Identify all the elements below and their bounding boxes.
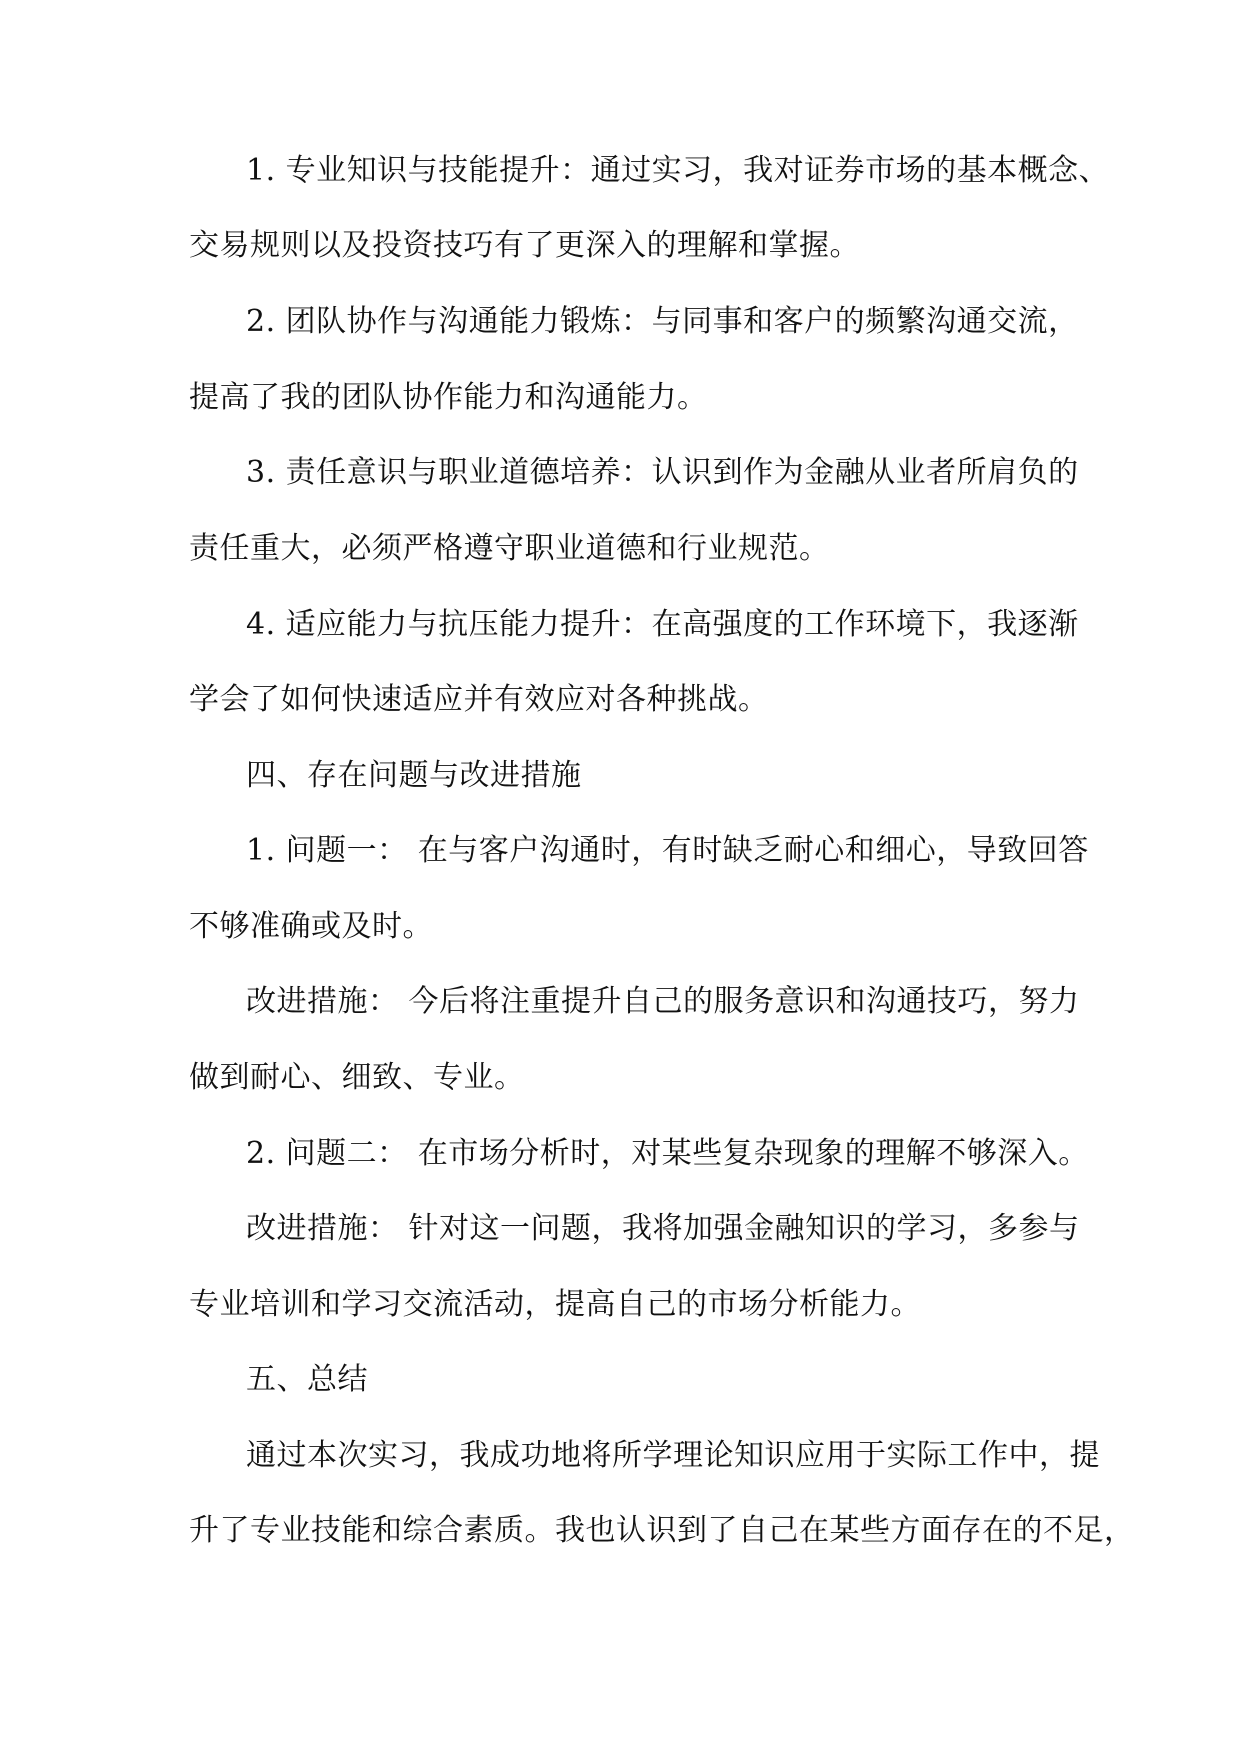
paragraph-line: 不够准确或及时。 [189, 909, 433, 944]
paragraph-line: 责任重大，必须严格遵守职业道德和行业规范。 [189, 531, 830, 566]
paragraph-line: 提高了我的团队协作能力和沟通能力。 [189, 380, 708, 415]
paragraph-line: 做到耐心、细致、专业。 [189, 1060, 525, 1095]
section-heading: 五、总结 [246, 1362, 368, 1397]
paragraph-line: 2. 团队协作与沟通能力锻炼：与同事和客户的频繁沟通交流， [246, 304, 1079, 339]
paragraph-line: 改进措施： 针对这一问题，我将加强金融知识的学习，多参与 [246, 1211, 1080, 1246]
paragraph-line: 交易规则以及投资技巧有了更深入的理解和掌握。 [189, 228, 860, 263]
paragraph-line: 通过本次实习，我成功地将所学理论知识应用于实际工作中，提 [246, 1438, 1100, 1473]
paragraph-line: 改进措施： 今后将注重提升自己的服务意识和沟通技巧，努力 [246, 984, 1080, 1019]
paragraph-line: 3. 责任意识与职业道德培养：认识到作为金融从业者所肩负的 [246, 455, 1079, 490]
paragraph-line: 学会了如何快速适应并有效应对各种挑战。 [189, 682, 769, 717]
paragraph-line: 1. 问题一： 在与客户沟通时，有时缺乏耐心和细心，导致回答 [246, 833, 1089, 868]
section-heading: 四、存在问题与改进措施 [246, 758, 582, 793]
paragraph-line: 4. 适应能力与抗压能力提升：在高强度的工作环境下，我逐渐 [246, 607, 1079, 642]
paragraph-line: 2. 问题二： 在市场分析时，对某些复杂现象的理解不够深入。 [246, 1136, 1089, 1171]
paragraph-line: 专业培训和学习交流活动，提高自己的市场分析能力。 [189, 1287, 921, 1322]
paragraph-line: 升了专业技能和综合素质。我也认识到了自己在某些方面存在的不足， [189, 1513, 1135, 1548]
paragraph-line: 1. 专业知识与技能提升：通过实习，我对证券市场的基本概念、 [246, 153, 1110, 188]
